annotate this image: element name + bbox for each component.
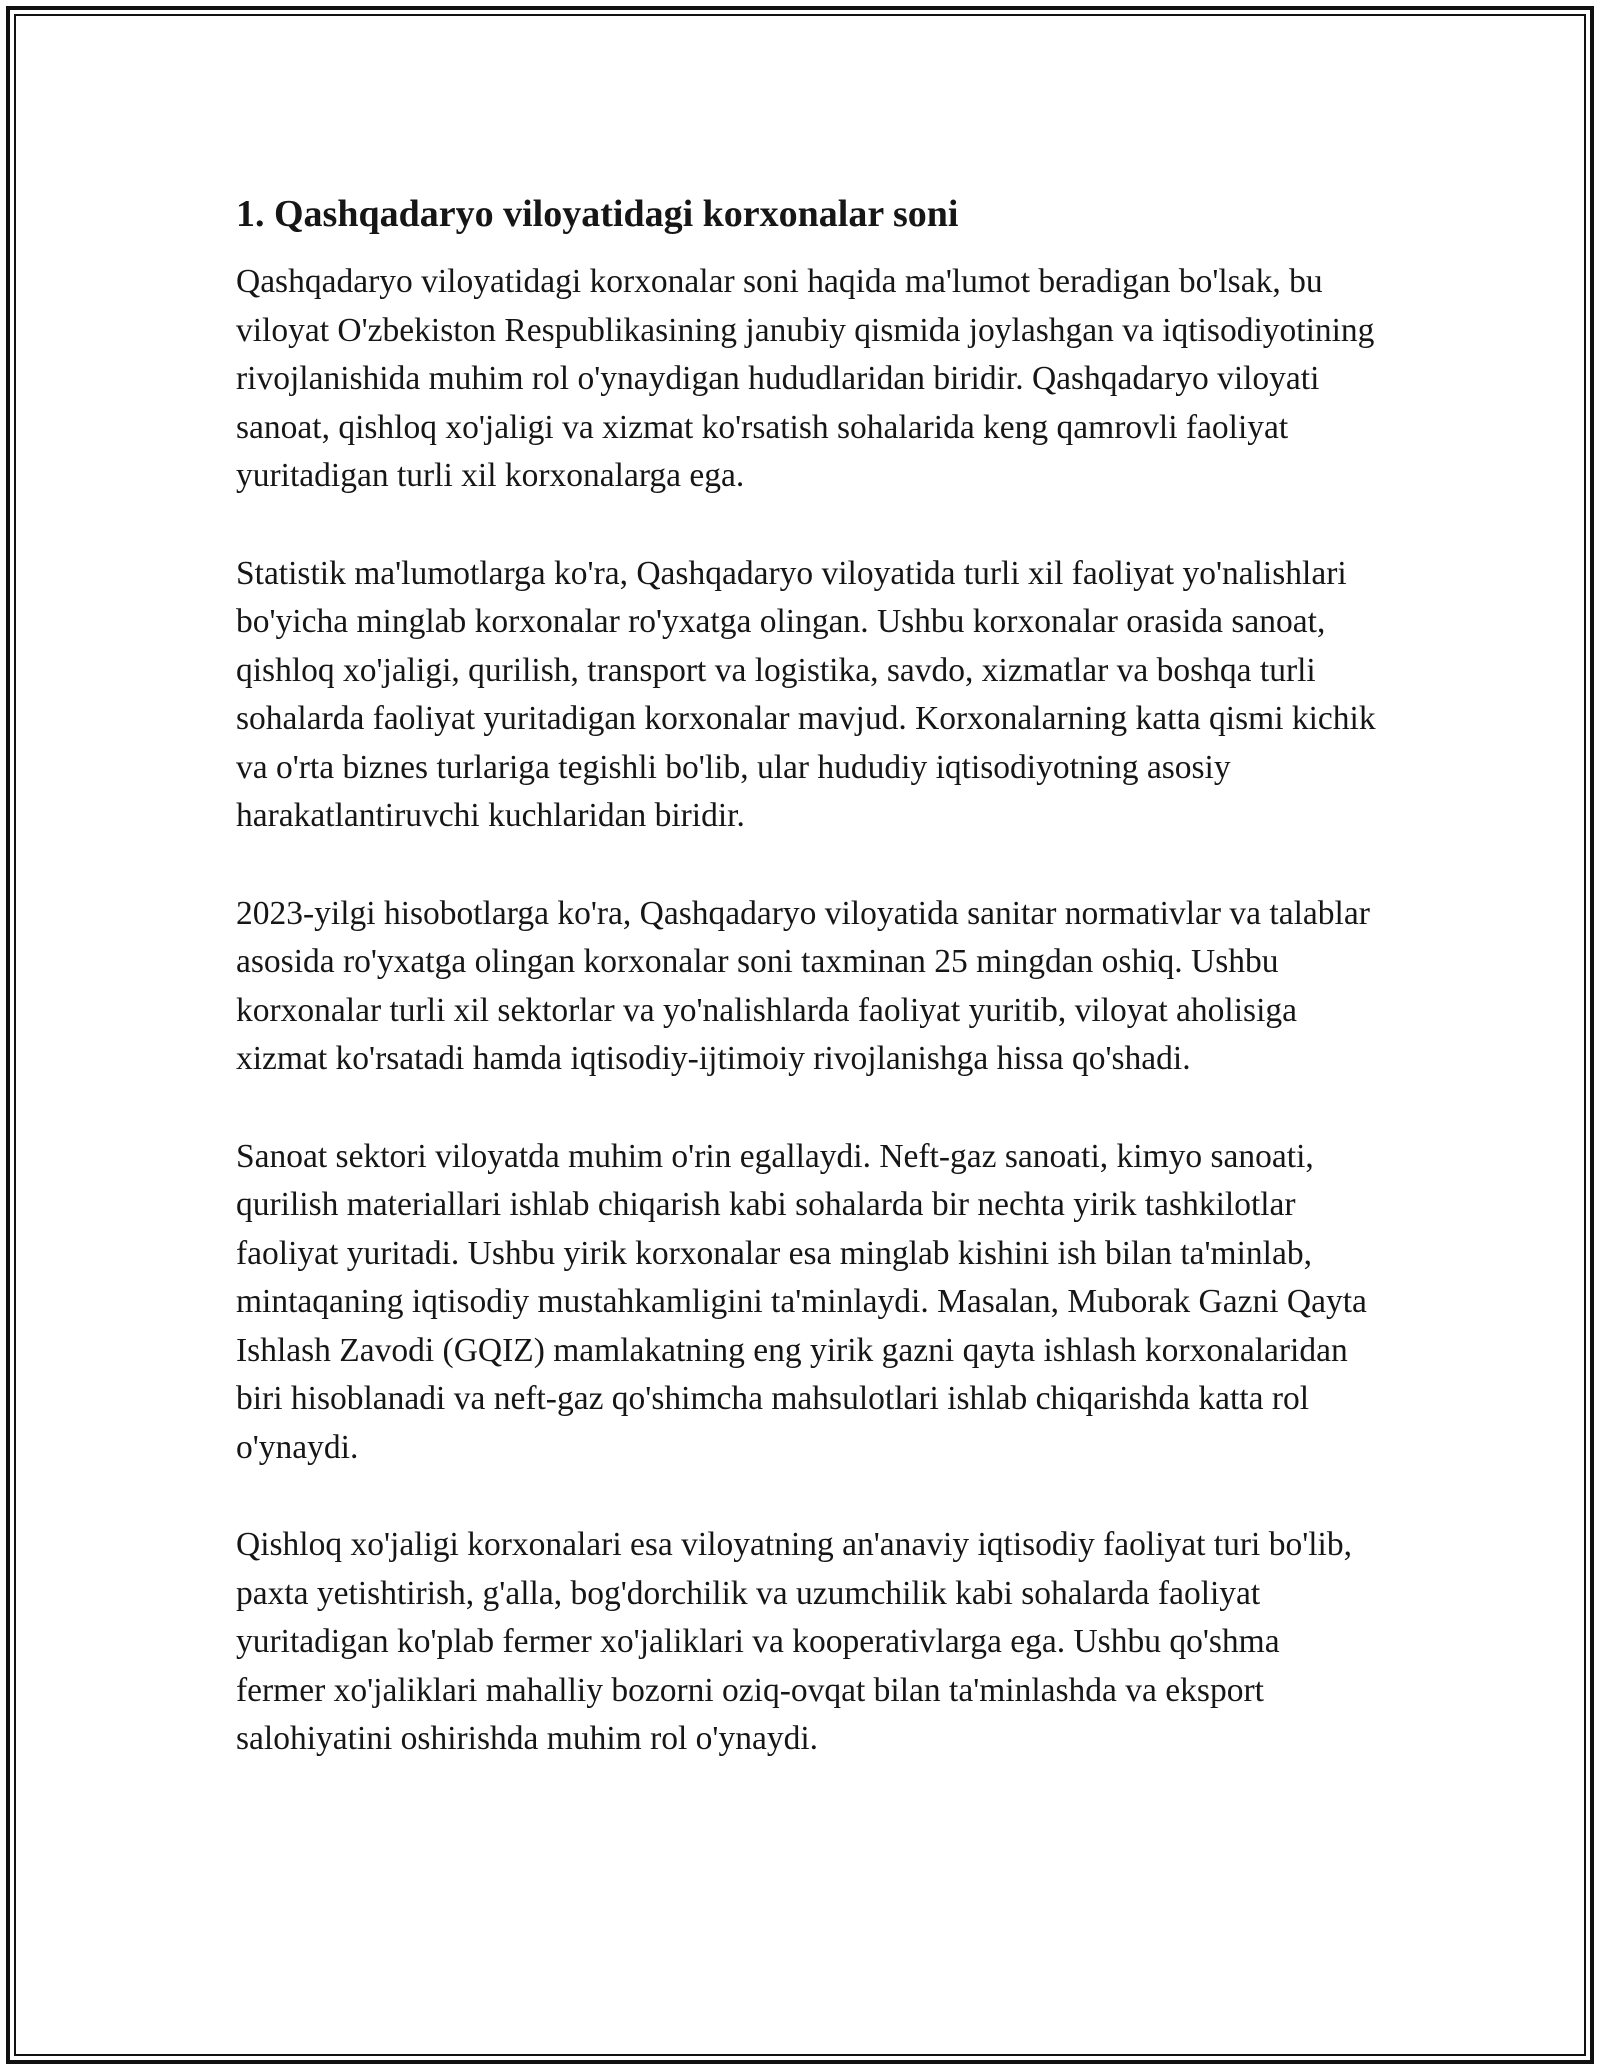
paragraph-agriculture: Qishloq xo'jaligi korxonalari esa viloyatning an'anaviy iqtisodiy faoliyat turi bo'lib, paxta yetishtirish, g'alla, bog'dorchilik va uzumchilik kabi sohalarda faoliyat yuritadigan ko'plab fermer xo'jaliklari va kooperativlarga ega. Ushbu qo'shma fermer xo'jaliklari mahalliy bozorni oziq-ovqat bilan ta'minlashda va eksport salohiyatini oshirishda muhim rol o'ynaydi.: [236, 1526, 1352, 1757]
paragraph-statistics: Statistik ma'lumotlarga ko'ra, Qashqadaryo viloyatida turli xil faoliyat yo'nalishlari bo'yicha minglab korxonalar ro'yxatga olingan. Ushbu korxonalar orasida sanoat, qishloq xo'jaligi, qurilish, transport va logistika, savdo, xizmatlar va boshqa turli sohalarda faoliyat yuritadigan korxonalar mavjud. Korxonalarning katta qismi kichik va o'rta biznes turlariga tegishli bo'lib, ular hududiy iqtisodiyotning asosiy harakatlantiruvchi kuchlaridan biridir.: [236, 554, 1376, 834]
paragraph-intro: Qashqadaryo viloyatidagi korxonalar soni haqida ma'lumot beradigan bo'lsak, bu viloyat O'zbekiston Respublikasining janubiy qismida joylashgan va iqtisodiyotining rivojlanishida muhim rol o'ynaydigan hududlaridan biridir. Qashqadaryo viloyati sanoat, qishloq xo'jaligi va xizmat ko'rsatish sohalarida keng qamrovli faoliyat yuritadigan turli xil korxonalarga ega.: [236, 263, 1375, 494]
document-body: [236, 188, 1376, 1764]
section-heading: 1. Qashqadaryo viloyatidagi korxonalar soni: [236, 193, 959, 235]
paragraph-industry-sector: Sanoat sektori viloyatda muhim o'rin egallaydi. Neft-gaz sanoati, kimyo sanoati, qurilish materiallari ishlab chiqarish kabi sohalarda bir nechta yirik tashkilotlar faoliyat yuritadi. Ushbu yirik korxonalar esa minglab kishini ish bilan ta'minlab, mintaqaning iqtisodiy mustahkamligini ta'minlaydi. Masalan, Muborak Gazni Qayta Ishlash Zavodi (GQIZ) mamlakatning eng yirik gazni qayta ishlash korxonalaridan biri hisoblanadi va neft-gaz qo'shimcha mahsulotlari ishlab chiqarishda katta rol o'ynaydi.: [236, 1137, 1367, 1466]
paragraph-2023-reports: 2023-yilgi hisobotlarga ko'ra, Qashqadaryo viloyatida sanitar normativlar va talablar asosida ro'yxatga olingan korxonalar soni taxminan 25 mingdan oshiq. Ushbu korxonalar turli xil sektorlar va yo'nalishlarda faoliyat yuritib, viloyat aholisiga xizmat ko'rsatadi hamda iqtisodiy-ijtimoiy rivojlanishga hissa qo'shadi.: [236, 894, 1370, 1077]
